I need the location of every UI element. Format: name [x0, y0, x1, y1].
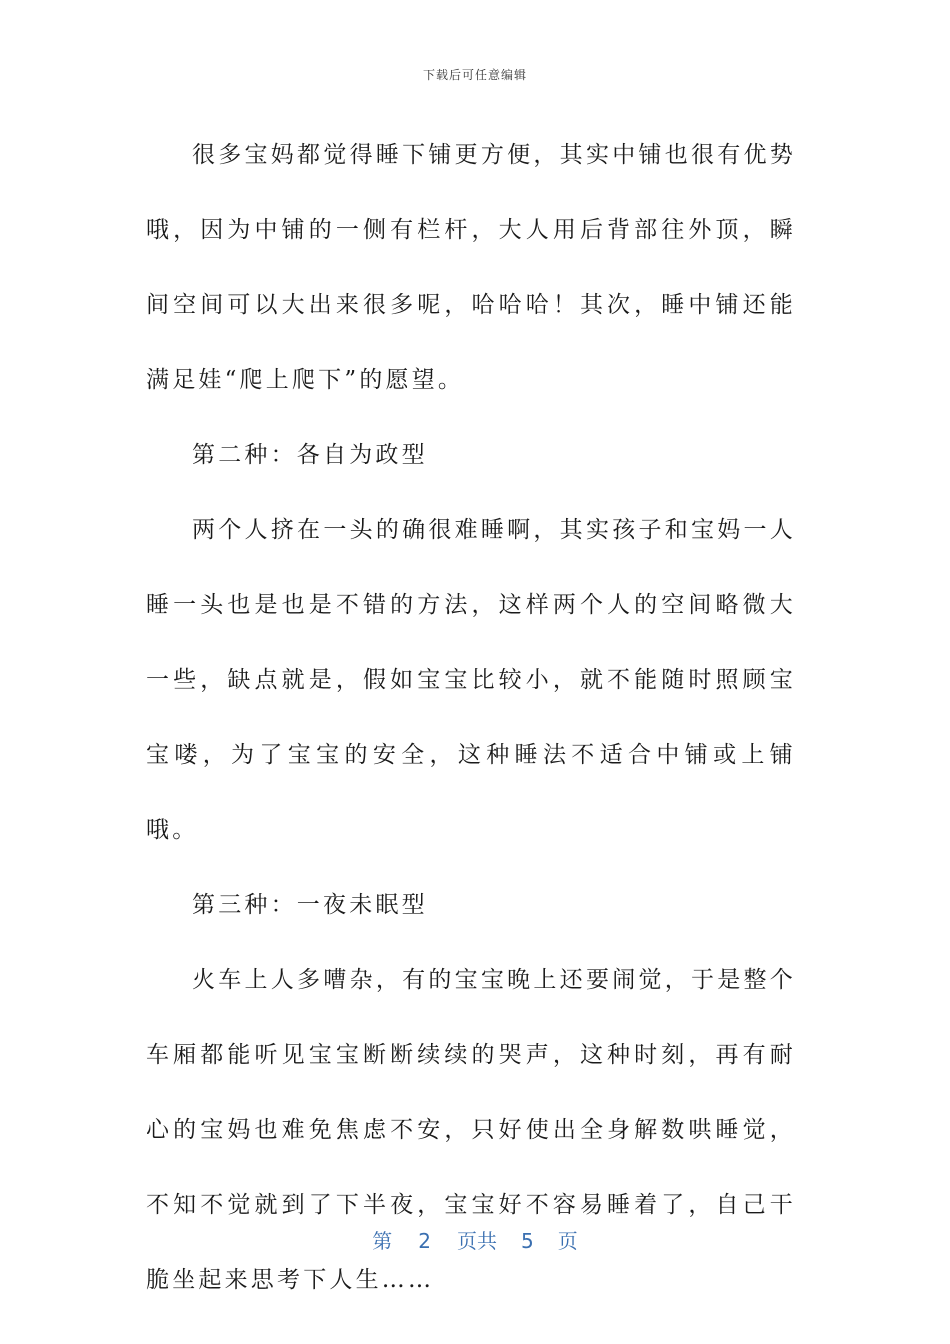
page-footer: [0, 1225, 950, 1254]
document-body: [146, 118, 796, 1318]
paragraph-separate-ends: 两个人挤在一头的确很难睡啊，其实孩子和宝妈一人睡一头也是也是不错的方法，这样两个人的空间略微大一些，缺点就是，假如宝宝比较小，就不能随时照顾宝宝喽，为了宝宝的安全，这种睡法不适合中铺或上铺哦。: [146, 517, 796, 843]
paragraph-middle-berth: 很多宝妈都觉得睡下铺更方便，其实中铺也很有优势哦，因为中铺的一侧有栏杆，大人用后背部往外顶，瞬间空间可以大出来很多呢，哈哈哈！其次，睡中铺还能满足娃“爬上爬下”的愿望。: [146, 142, 796, 393]
footer-prefix: 第: [372, 1229, 393, 1253]
section-heading-type-two: 第二种：各自为政型: [192, 442, 428, 468]
total-page-number: 5: [521, 1229, 534, 1253]
paragraph-sleepless-night: 火车上人多嘈杂，有的宝宝晚上还要闹觉，于是整个车厢都能听见宝宝断断续续的哭声，这种时刻，再有耐心的宝妈也难免焦虑不安，只好使出全身解数哄睡觉，不知不觉就到了下半夜，宝宝好不容易睡着了，自己干脆坐起来思考下人生……: [146, 967, 796, 1293]
page-header-note: 下载后可任意编辑: [422, 68, 527, 82]
footer-suffix: 页: [557, 1229, 578, 1253]
section-heading-type-three: 第三种：一夜未眠型: [192, 892, 428, 918]
footer-middle: 页共: [457, 1229, 497, 1253]
current-page-number: 2: [418, 1229, 431, 1253]
